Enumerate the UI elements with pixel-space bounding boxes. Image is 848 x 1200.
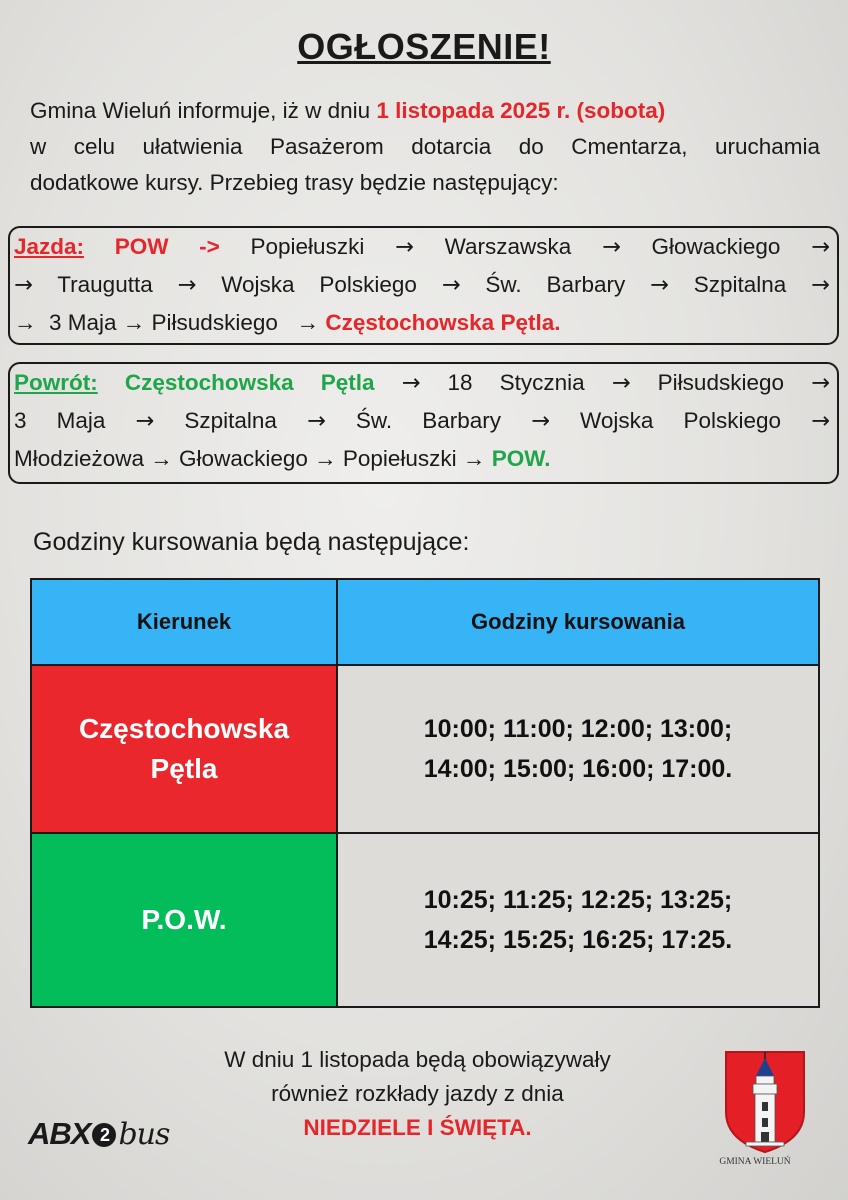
route-outbound-end: Częstochowska Pętla. <box>325 310 561 335</box>
stop: Traugutta <box>57 272 153 297</box>
arrow: → <box>306 408 326 434</box>
stop: Szpitalna <box>184 408 277 433</box>
stop: Wojska <box>580 408 654 433</box>
arrow: → <box>611 370 631 396</box>
arrow: → <box>811 408 830 434</box>
coat-of-arms-icon <box>722 1050 808 1154</box>
arrow: → <box>401 370 421 396</box>
schedule-subtitle: Godziny kursowania będą następujące: <box>33 528 470 556</box>
arrow: → <box>601 234 621 260</box>
stop: Maja <box>56 408 106 433</box>
intro-line-3: dodatkowe kursy. Przebieg trasy będzie następujący: <box>30 170 559 195</box>
arrow: → <box>441 272 461 298</box>
schedule-table <box>30 578 820 1008</box>
header-direction: Kierunek <box>31 579 337 665</box>
route-outbound-line-2 <box>14 266 830 304</box>
arrow: → <box>811 234 830 260</box>
stop: Głowackiego <box>651 234 781 259</box>
event-date: 1 listopada 2025 r. (sobota) <box>376 98 666 123</box>
route-return-end: POW. <box>491 446 551 471</box>
route-return-box <box>8 362 839 484</box>
stop: Szpitalna <box>693 272 787 297</box>
logo-part: 2 <box>92 1123 116 1147</box>
intro-text <box>30 93 820 201</box>
footer-line: również rozkłady jazdy z dnia <box>271 1081 564 1106</box>
direction-label: Częstochowska Pętla <box>78 713 290 784</box>
route-return-line-1 <box>14 364 830 402</box>
arrow: → <box>650 272 669 298</box>
footer-highlight: NIEDZIELE I ŚWIĘTA. <box>303 1115 532 1140</box>
logo-part: ABX <box>28 1116 91 1151</box>
arrow: → <box>14 272 33 298</box>
intro-line-1-text: Gmina Wieluń informuje, iż w dniu <box>30 98 377 123</box>
arrow: → <box>395 234 414 260</box>
route-return-label: Powrót: <box>14 370 98 395</box>
stop: 18 <box>447 370 473 395</box>
stop: Wojska <box>221 272 295 297</box>
route-return-line-3-text: Młodzieżowa → Głowackiego → Popiełuszki → <box>14 446 486 471</box>
hours-line: 14:00; 15:00; 16:00; 17:00. <box>423 755 733 783</box>
stop: Barbary <box>422 408 502 433</box>
operator-logo <box>28 1116 169 1152</box>
page-title: OGŁOSZENIE! <box>297 26 551 67</box>
header-hours: Godziny kursowania <box>337 579 819 665</box>
stop: Popiełuszki <box>250 234 365 259</box>
stop: Św. <box>355 408 393 433</box>
table-header-row <box>31 579 819 665</box>
stop: Św. <box>485 272 522 297</box>
stop: Warszawska <box>444 234 572 259</box>
stop: Stycznia <box>499 370 585 395</box>
direction-cell <box>31 833 337 1007</box>
arrow: → <box>135 408 155 434</box>
direction-label: P.O.W. <box>141 904 227 935</box>
logo-part: bus <box>118 1117 170 1152</box>
footer-line: W dniu 1 listopada będą obowiązywały <box>224 1047 611 1072</box>
route-outbound-box <box>8 226 839 345</box>
hours-cell <box>337 665 819 833</box>
arrow: → <box>177 272 197 298</box>
route-outbound-line-3-text: → 3 Maja → Piłsudskiego → <box>14 310 320 335</box>
arrow: → <box>531 408 550 434</box>
stop: Polskiego <box>319 272 417 297</box>
footer-note <box>150 1043 685 1145</box>
route-outbound-line-3 <box>14 304 830 341</box>
direction-cell <box>31 665 337 833</box>
crest-label: GMINA WIELUŃ <box>719 1157 791 1167</box>
route-return-line-3 <box>14 440 830 477</box>
arrow: → <box>811 370 830 396</box>
route-outbound-start: POW -> <box>114 234 220 259</box>
table-row <box>31 833 819 1007</box>
hours-line: 10:25; 11:25; 12:25; 13:25; <box>423 886 733 914</box>
hours-line: 10:00; 11:00; 12:00; 13:00; <box>423 715 733 743</box>
route-return-start: Częstochowska Pętla <box>124 370 375 395</box>
hours-line: 14:25; 15:25; 16:25; 17:25. <box>423 926 733 954</box>
route-outbound-label: Jazda: <box>14 234 85 259</box>
hours-cell <box>337 833 819 1007</box>
stop: 3 <box>14 408 27 433</box>
intro-line-1 <box>30 93 820 129</box>
route-outbound-line-1 <box>14 228 830 266</box>
intro-line-2: w celu ułatwienia Pasażerom dotarcia do Cmentarza, uruchamia <box>30 134 820 159</box>
table-row <box>31 665 819 833</box>
stop: Polskiego <box>683 408 781 433</box>
route-return-line-2 <box>14 402 830 440</box>
arrow: → <box>811 272 830 298</box>
stop: Barbary <box>546 272 626 297</box>
stop: Piłsudskiego <box>657 370 784 395</box>
